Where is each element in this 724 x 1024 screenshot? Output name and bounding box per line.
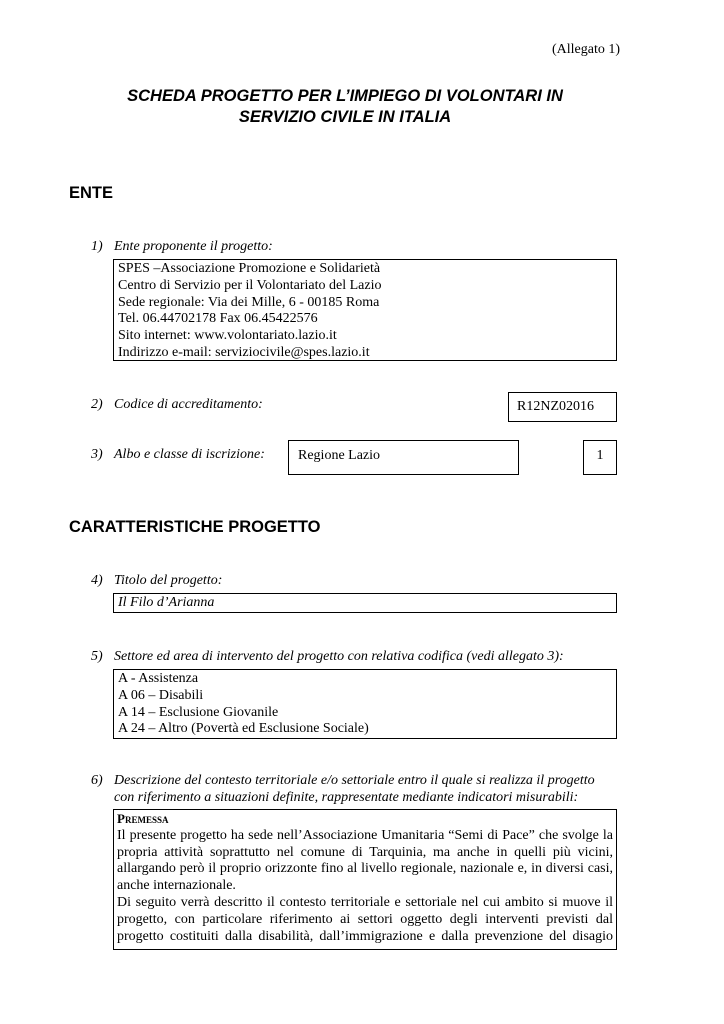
settore-area-box — [113, 669, 617, 739]
titolo-progetto-value: Il Filo d’Arianna — [118, 595, 215, 610]
premessa-heading: Premessa — [117, 811, 169, 826]
section-heading-caratteristiche: CARATTERISTICHE PROGETTO — [69, 518, 321, 536]
question-4-label: Titolo del progetto: — [114, 573, 223, 588]
codice-accreditamento-value: R12NZ02016 — [517, 399, 594, 414]
question-6-label-line-1: Descrizione del contesto territoriale e/o settoriale entro il quale si realizza il progetto — [114, 773, 595, 788]
albo-value: Regione Lazio — [298, 448, 381, 463]
document-title — [80, 86, 610, 128]
question-4-number: 4) — [91, 573, 103, 588]
question-2 — [91, 396, 263, 413]
ente-line: Centro di Servizio per il Volontariato del Lazio — [118, 277, 382, 293]
ente-line: Tel. 06.44702178 Fax 06.45422576 — [118, 311, 318, 327]
contesto-paragraph-2: Di seguito verrà descritto il contesto territoriale e settoriale nel cui ambito si muove il progetto, con particolare riferimento ai settori oggetto degli interventi previsti dal progetto costituiti dalla disabilità, dall’immigrazione e dalla prevenzione del disagio — [117, 894, 613, 944]
classe-value: 1 — [596, 448, 604, 463]
settore-line: A 24 – Altro (Povertà ed Esclusione Sociale) — [118, 721, 369, 737]
document-title-line-1: SCHEDA PROGETTO PER L’IMPIEGO DI VOLONTARI IN — [127, 87, 563, 105]
question-1-number: 1) — [91, 239, 103, 254]
question-2-number: 2) — [91, 397, 103, 412]
contesto-paragraph-1: Il presente progetto ha sede nell’Associazione Umanitaria “Semi di Pace” che svolge la propria attività soprattutto nel comune di Tarquinia, ma anche in quelli più vicini, allargando però il proprio orizzonte fino al livello regionale, nazionale e, in diversi casi, anche internazionale. — [117, 827, 613, 894]
question-5 — [91, 648, 564, 665]
ente-line: Indirizzo e-mail: serviziocivile@spes.lazio.it — [118, 344, 370, 360]
contesto-box — [113, 809, 617, 950]
question-5-number: 5) — [91, 649, 103, 664]
question-2-label: Codice di accreditamento: — [114, 397, 263, 412]
question-6 — [91, 772, 631, 806]
document-title-line-2: SERVIZIO CIVILE IN ITALIA — [238, 108, 452, 126]
question-3-number: 3) — [91, 447, 103, 462]
ente-proponente-box — [113, 259, 617, 361]
question-4 — [91, 572, 222, 589]
ente-line: Sito internet: www.volontariato.lazio.it — [118, 328, 337, 344]
question-1-label: Ente proponente il progetto: — [114, 239, 273, 254]
settore-line: A 06 – Disabili — [118, 687, 204, 703]
ente-line: Sede regionale: Via dei Mille, 6 - 00185 Roma — [118, 294, 380, 310]
question-6-label-line-2: con riferimento a situazioni definite, rappresentate mediante indicatori misurabili: — [114, 790, 579, 805]
albo-box — [288, 440, 519, 475]
question-6-number: 6) — [91, 773, 103, 788]
question-3-label: Albo e classe di iscrizione: — [114, 447, 265, 462]
titolo-progetto-box — [113, 593, 617, 613]
settore-line: A - Assistenza — [118, 671, 199, 686]
classe-box — [583, 440, 617, 475]
allegato-label: (Allegato 1) — [551, 42, 620, 57]
codice-accreditamento-box — [508, 392, 617, 422]
question-1 — [91, 238, 273, 255]
question-3 — [91, 446, 265, 463]
question-5-label: Settore ed area di intervento del progetto con relativa codifica (vedi allegato 3): — [114, 649, 564, 664]
ente-line: SPES –Associazione Promozione e Solidarietà — [118, 261, 381, 276]
section-heading-ente: ENTE — [69, 184, 114, 202]
settore-line: A 14 – Esclusione Giovanile — [118, 704, 279, 720]
